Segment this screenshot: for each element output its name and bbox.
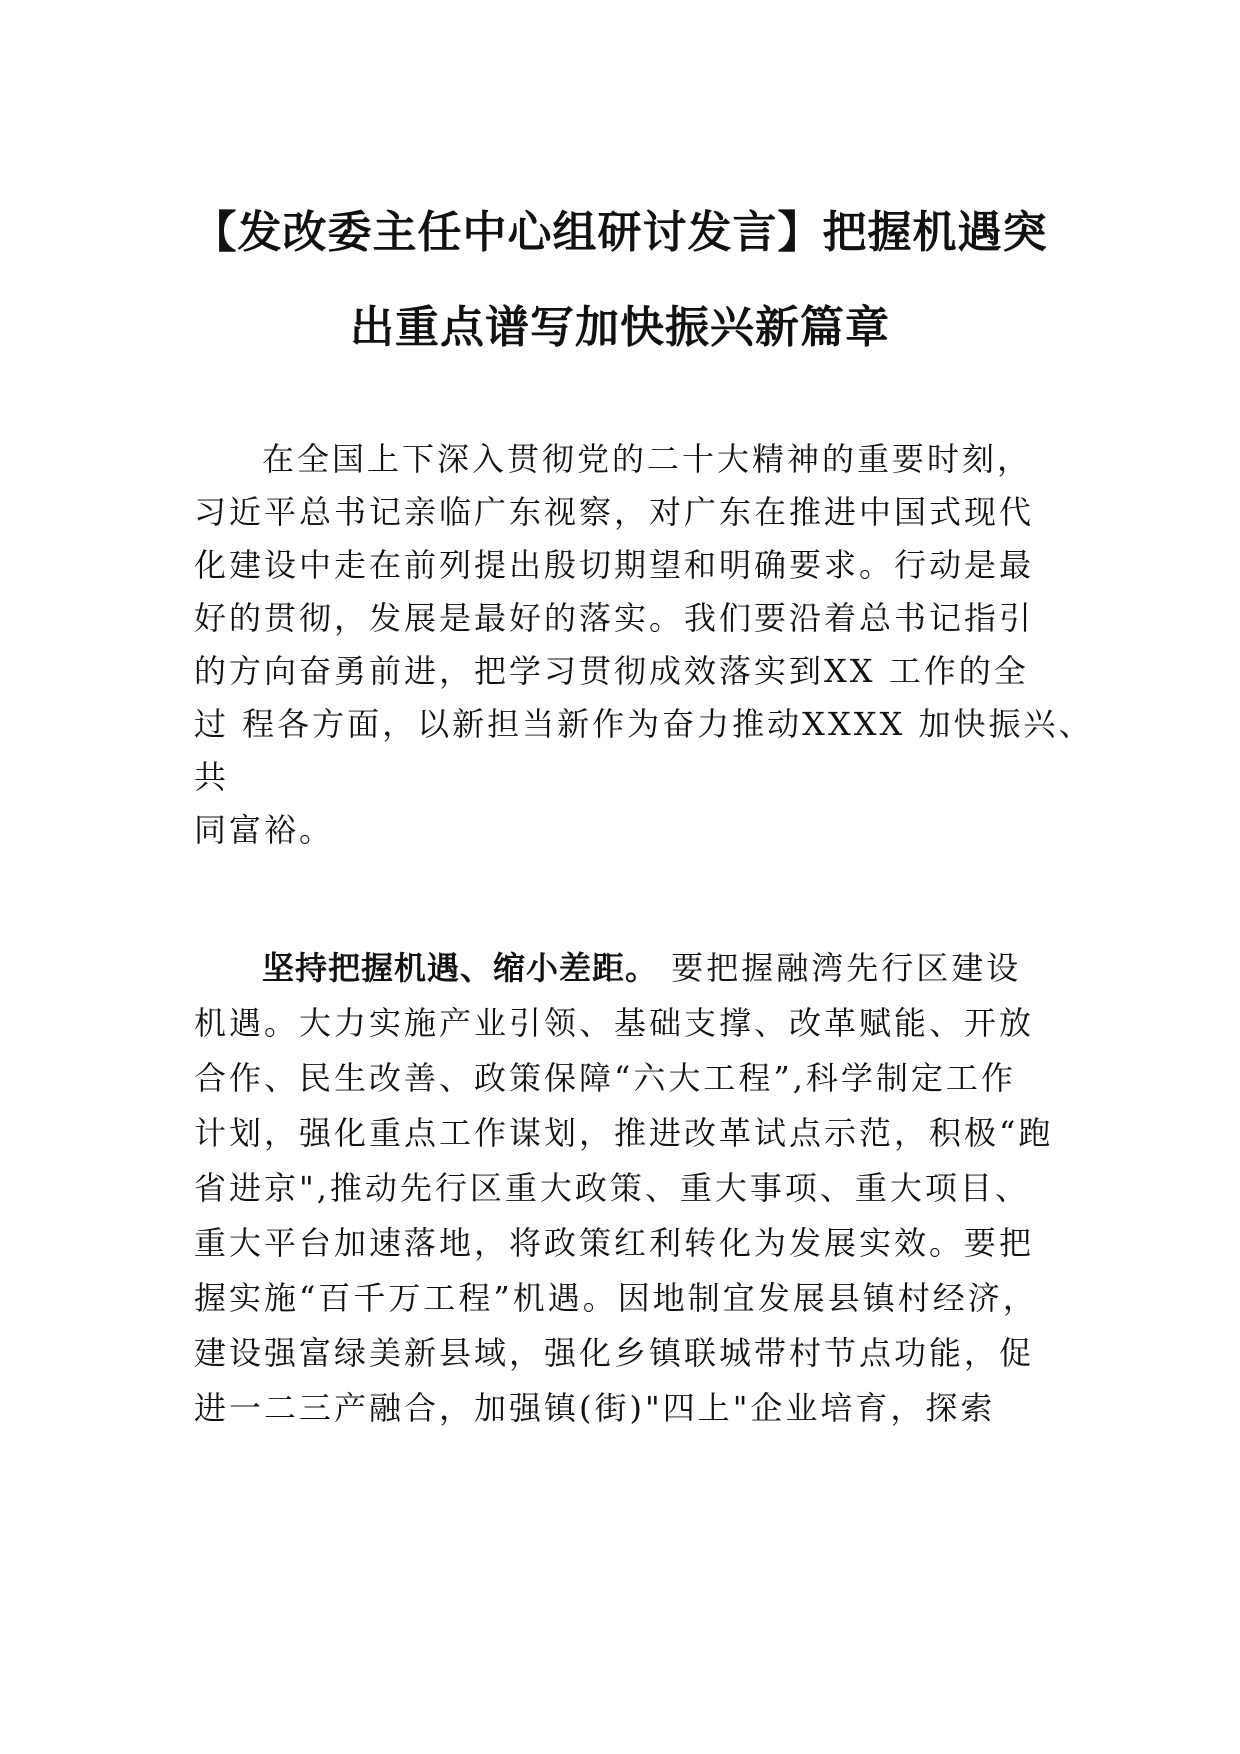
paragraph-1-line: 的方向奋勇前进，把学习贯彻成效落实到XX 工作的全 <box>194 652 1029 690</box>
paragraph-2-line: 合作、民生改善、政策保障“六大工程”,科学制定工作 <box>194 1059 1016 1097</box>
paragraph-1-line: 同富裕。 <box>194 811 335 849</box>
paragraph-2-line: 建设强富绿美新县域，强化乡镇联城带村节点功能，促 <box>194 1334 1035 1372</box>
paragraph-2-line: 机遇。大力实施产业引领、基础支撑、改革赋能、开放 <box>194 1004 1035 1042</box>
paragraph-2-lead: 坚持把握机遇、缩小差距。 <box>262 949 659 987</box>
paragraph-2-first-line <box>262 948 1021 988</box>
paragraph-1-line: 习近平总书记亲临广东视察，对广东在推进中国式现代 <box>194 493 1035 531</box>
paragraph-2-line: 进一二三产融合，加强镇(街)"四上"企业培育，探索 <box>194 1389 996 1427</box>
paragraph-2-first-line-rest: 要把握融湾先行区建设 <box>658 949 1022 987</box>
paragraph-1-line: 好的贯彻，发展是最好的落实。我们要沿着总书记指引 <box>194 599 1035 637</box>
paragraph-2-line: 握实施“百千万工程”机遇。因地制宜发展县镇村经济， <box>194 1279 1038 1317</box>
paragraph-1-line: 在全国上下深入贯彻党的二十大精神的重要时刻， <box>262 440 1033 478</box>
paragraph-2-line: 重大平台加速落地，将政策红利转化为发展实效。要把 <box>194 1224 1035 1262</box>
document-title-line-1: 【发改委主任中心组研讨发言】把握机遇突 <box>192 207 1048 258</box>
paragraph-1-line: 过 程各方面，以新担当新作为奋力推动XXXX 加快振兴、 <box>194 705 1094 743</box>
document-title-line-2: 出重点谱写加快振兴新篇章 <box>350 302 890 353</box>
paragraph-2-line: 计划，强化重点工作谋划，推进改革试点示范，积极“跑 <box>194 1114 1054 1152</box>
paragraph-2-line: 省进京",推动先行区重大政策、重大事项、重大项目、 <box>194 1169 1030 1207</box>
paragraph-1-line: 共 <box>194 758 230 796</box>
paragraph-1-line: 化建设中走在前列提出殷切期望和明确要求。行动是最 <box>194 546 1035 584</box>
